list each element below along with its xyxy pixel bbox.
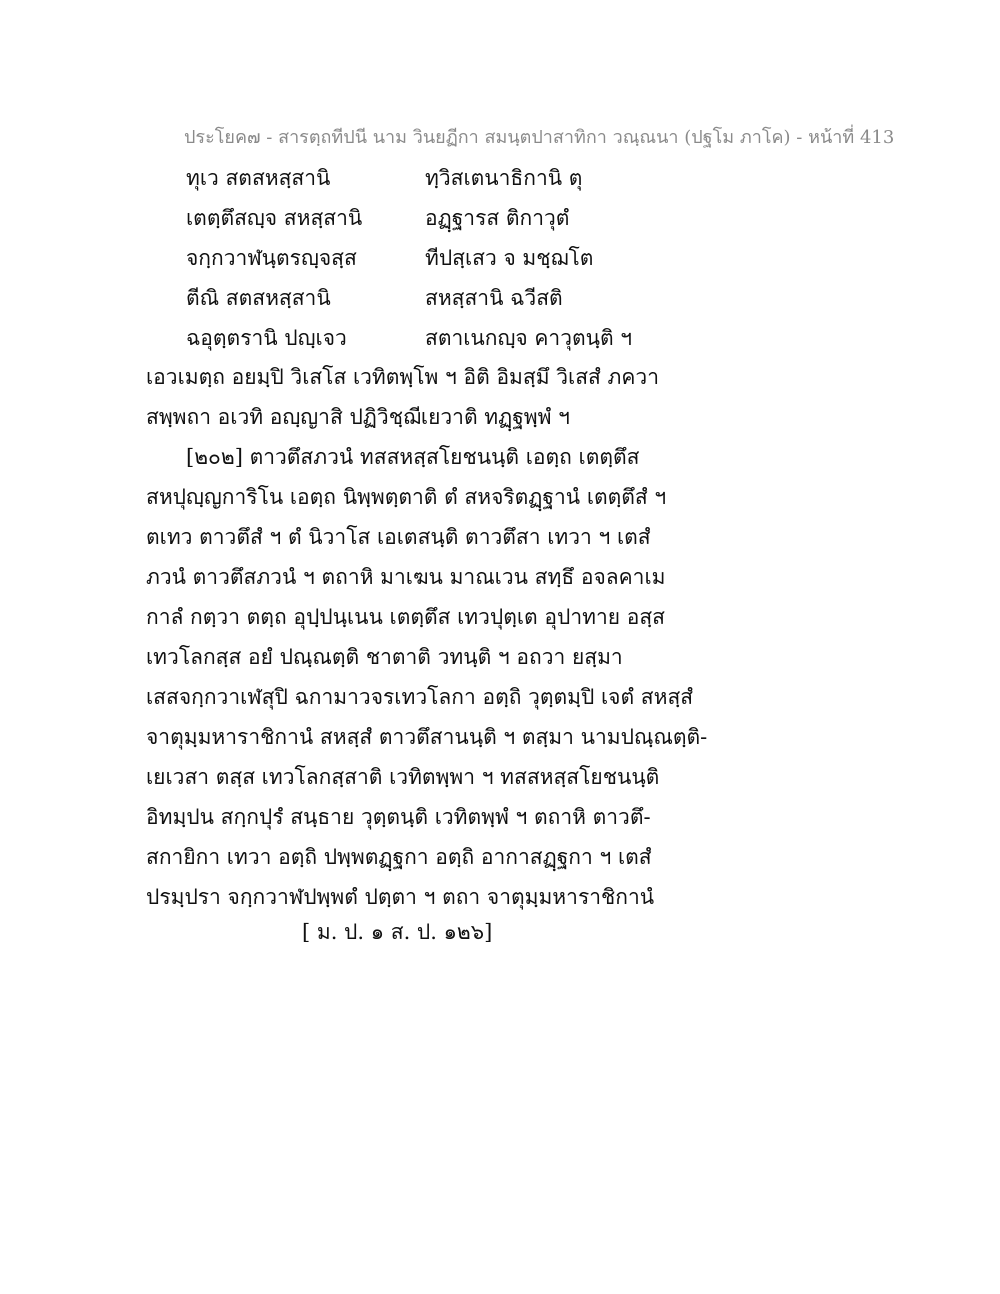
verse-right-half: อฏฺฐารส ติกาวุตํ [425,206,570,230]
prose-line: เยเวสา ตสฺส เทวโลกสฺสาติ เวทิตพฺพา ฯ ทสสหสฺสโยชนนฺติ [146,765,660,789]
verse-left-half: จกฺกวาฬนฺตรญฺจสฺส [186,246,357,270]
verse-line [186,158,746,198]
prose-line: เทวโลกสฺส อยํ ปณฺณตฺติ ชาตาติ วทนฺติ ฯ อถวา ยสฺมา [146,645,623,669]
prose-line: กาลํ กตฺวา ตตฺถ อุปฺปนฺเนน เตตฺตึส เทวปุตฺเต อุปาทาย อสฺส [146,605,665,629]
prose-line: จาตุมฺมหาราชิกานํ สหสฺสํ ตาวตึสานนฺติ ฯ ตสฺมา นามปณฺณตฺติ- [146,725,708,749]
verse-left-half: เตตฺตึสญฺจ สหสฺสานิ [186,206,363,230]
verse-right-half: ทฺวิสเตนาธิกานิ ตุ [425,166,583,190]
prose-line: อิทมฺปน สกฺกปุรํ สนฺธาย วุตฺตนฺติ เวทิตพฺพํ ฯ ตถาหิ ตาวตึ- [146,805,651,829]
prose-line: ปรมฺปรา จกฺกวาฬปพฺพตํ ปตฺตา ฯ ตถา จาตุมฺมหาราชิกานํ [146,885,655,909]
verse-left-half: ทุเว สตสหสฺสานิ [186,166,331,190]
verse-right-half: สหสฺสานิ ฉวีสติ [425,286,563,310]
prose-line: เสสจกฺกวาเฬสุปิ ฉกามาวจรเทวโลกา อตฺถิ วุตฺตมฺปิ เจตํ สหสฺสํ [146,685,694,709]
verse-right-half: สตาเนกญฺจ คาวุตนฺติ ฯ [425,326,633,350]
prose-line: เอวเมตฺถ อยมฺปิ วิเสโส เวทิตพฺโพ ฯ อิติ อิมสฺมึ วิเสสํ ภควา [146,365,659,389]
verse-line [186,238,746,278]
citation-reference: [ ม. ป. ๑ ส. ป. ๑๒๖] [302,920,493,944]
prose-line: ตเทว ตาวตึสํ ฯ ตํ นิวาโส เอเตสนฺติ ตาวตึสา เทวา ฯ เตสํ [146,525,651,549]
verse-line [186,318,746,358]
page-header: ประโยค๗ - สารตฺถทีปนี นาม วินยฏีกา สมนฺตปาสาทิกา วณฺณนา (ปฐโม ภาโค) - หน้าที่ 413 [184,127,895,148]
verse-left-half: ฉอุตฺตรานิ ปญฺเจว [186,326,347,350]
prose-body [146,357,708,917]
paragraph-start-line: [๒๐๒] ตาวตึสภวนํ ทสสหสฺสโยชนนฺติ เอตฺถ เตตฺตึส [186,445,640,469]
prose-line: สกายิกา เทวา อตฺถิ ปพฺพตฏฺฐกา อตฺถิ อากาสฏฺฐกา ฯ เตสํ [146,845,652,869]
verse-right-half: ทีปสฺเสว จ มชฺฌโต [425,246,594,270]
verse-line [186,278,746,318]
prose-line: ภวนํ ตาวตึสภวนํ ฯ ตถาหิ มาเฆน มาณเวน สทฺธึ อจลคาเม [146,565,666,589]
verse-left-half: ตีณิ สตสหสฺสานิ [186,286,331,310]
prose-line: สพฺพถา อเวทิ อญฺญาสิ ปฏิวิชฺฌีเยวาติ ทฏฺฐพฺพํ ฯ [146,405,570,429]
verse-line [186,198,746,238]
prose-line: สหปุญฺญการิโน เอตฺถ นิพฺพตฺตาติ ตํ สหจริตฏฺฐานํ เตตฺตึสํ ฯ [146,485,667,509]
verse-block [186,158,746,358]
